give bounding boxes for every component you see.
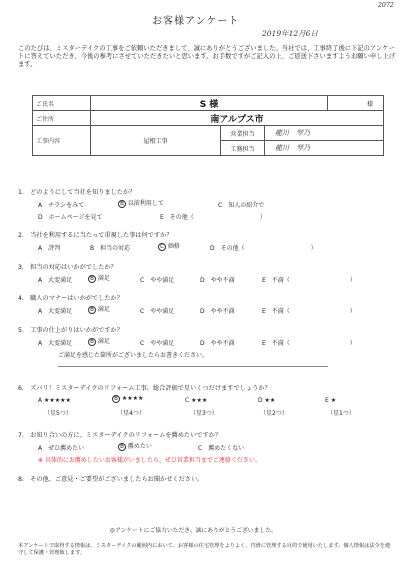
q5-option-d[interactable]: D やや不満 bbox=[200, 340, 235, 347]
q1-circled-letter: B bbox=[118, 200, 126, 208]
page-title: お客様アンケート bbox=[152, 16, 240, 27]
name-value: S 様 bbox=[91, 96, 328, 111]
construction-value: 龍川 琴乃 bbox=[265, 141, 384, 156]
q5-option-b[interactable]: B 満足 bbox=[88, 336, 110, 346]
q7-circled-letter: B bbox=[118, 443, 126, 451]
question-7: 7. お知り合いの方に、ミスターデイクのリフォームを薦めたいですか？ bbox=[18, 432, 222, 439]
q6-option-a[interactable]: A ★★★★★ bbox=[38, 397, 71, 404]
address-value: 南アルプス市 bbox=[91, 111, 384, 126]
q5-option-c[interactable]: C やや満足 bbox=[140, 340, 175, 347]
name-label: ご氏名 bbox=[33, 96, 91, 111]
sales-value: 龍川 琴乃 bbox=[265, 126, 384, 141]
construction-label: 工務担当 bbox=[221, 141, 265, 156]
q6-option-e[interactable]: E ★ bbox=[325, 397, 337, 404]
q4-option-a[interactable]: A 大変満足 bbox=[38, 308, 73, 315]
q2-option-c[interactable]: C 価格 bbox=[158, 241, 180, 251]
question-4: 4. 職人のマナーはいかがでしたか？ bbox=[18, 295, 123, 302]
q4-option-d[interactable]: D やや不満 bbox=[200, 308, 235, 315]
q1-option-b[interactable]: B 以前利用して bbox=[118, 198, 164, 208]
q5-circled-letter: B bbox=[88, 338, 96, 346]
q1-option-c[interactable]: C 知人の紹介で bbox=[218, 202, 265, 209]
thanks-text: ◎アンケートにご協力いただき、誠にありがとうございました。 bbox=[110, 528, 277, 534]
page-number: 2072 bbox=[378, 2, 394, 9]
q3-circled-letter: B bbox=[88, 275, 96, 283]
q3-option-c[interactable]: C やや満足 bbox=[140, 277, 175, 284]
q6-circled-letter: B bbox=[112, 395, 120, 403]
q5-answer-line bbox=[58, 366, 328, 367]
q6-count-c: （星3つ） bbox=[190, 410, 218, 417]
q3-option-a[interactable]: A 大変満足 bbox=[38, 277, 73, 284]
q3-option-e[interactable]: E 不満（ ） bbox=[262, 277, 356, 284]
q6-count-b: （星4つ） bbox=[117, 410, 145, 417]
q1-option-d[interactable]: D ホームページを見て bbox=[38, 214, 103, 221]
q5-option-a[interactable]: A 大変満足 bbox=[38, 340, 73, 347]
q6-count-d: （星2つ） bbox=[260, 410, 288, 417]
q2-option-b[interactable]: B 担当の対応 bbox=[90, 245, 131, 252]
q7-option-a[interactable]: A ぜひ薦めたい bbox=[38, 445, 85, 452]
q7-red-note: ※ 具体的にお薦めしたいお客様がいましたら、ぜひ営業担当までご連絡ください。 bbox=[38, 457, 261, 464]
q4-option-b[interactable]: B 満足 bbox=[88, 304, 110, 314]
q4-option-c[interactable]: C やや満足 bbox=[140, 308, 175, 315]
work-label: 工事内容 bbox=[33, 126, 91, 156]
question-1: 1. どのようにして当社を知りましたか？ bbox=[18, 189, 136, 196]
q2-option-d[interactable]: D その他（ ） bbox=[210, 245, 317, 252]
q6-option-d[interactable]: D ★★ bbox=[258, 397, 276, 404]
intro-text: このたびは、ミスターデイクの工事をご依頼いただきまして、誠にありがとうございました。当社では、工事終了後に下記のアンケートに答えていただき、今後の参考にさせていただきたいと思います。お手数ですがご記入の上、ご返送下さいますようお願い申し上げます。 bbox=[18, 45, 396, 69]
q3-option-d[interactable]: D やや不満 bbox=[200, 277, 235, 284]
q4-option-e[interactable]: E 不満（ ） bbox=[262, 308, 356, 315]
q7-option-b[interactable]: B 薦めたい bbox=[118, 441, 152, 451]
q2-option-a[interactable]: A 評判 bbox=[38, 245, 61, 252]
q6-count-a: （星5つ） bbox=[44, 410, 72, 417]
q4-circled-letter: B bbox=[88, 306, 96, 314]
question-8: 8. その他、ご意見・ご要望がございましたらお聞かせください。 bbox=[18, 476, 204, 483]
name-suffix: 様 bbox=[328, 96, 384, 111]
survey-date: 2019年12月6日 bbox=[262, 29, 318, 38]
question-6: 6. ズバリ！ミスターデイクのリフォーム工事、総合評価で星いくつだけますでしょうか？ bbox=[18, 385, 271, 392]
q6-option-c[interactable]: C ★★★ bbox=[185, 397, 208, 404]
q5-note: ご満足を感じた箇所がございましたらお書きください。 bbox=[58, 352, 209, 359]
address-label: ご住所 bbox=[33, 111, 91, 126]
sales-label: 営業担当 bbox=[221, 126, 265, 141]
work-value: 屋根工事 bbox=[91, 126, 221, 156]
q1-option-a[interactable]: A チラシをみて bbox=[38, 202, 85, 209]
question-5: 5. 工事の仕上がりはいかがですか？ bbox=[18, 327, 123, 334]
footer-privacy: 本アンケートで取得する情報は、ミスターデイクの範囲内において、お客様の住宅管理をよりよく、円滑に管理する目的で使用いたします。個人情報は法令を遵守して保護・管理致します。 bbox=[18, 543, 391, 556]
question-2: 2. 当社を利用するに当たって重視した事は何ですか？ bbox=[18, 232, 173, 239]
q3-option-b[interactable]: B 満足 bbox=[88, 273, 110, 283]
q1-option-e[interactable]: E その他（ ） bbox=[160, 214, 266, 221]
q6-option-b[interactable]: B ★★★★ bbox=[112, 395, 143, 403]
q5-option-e[interactable]: E 不満（ ） bbox=[262, 340, 356, 347]
q7-option-c[interactable]: C 薦めたくない bbox=[198, 445, 245, 452]
q2-circled-letter: C bbox=[158, 243, 166, 251]
q6-count-e: （星1つ） bbox=[327, 410, 355, 417]
customer-info-table bbox=[32, 95, 384, 156]
question-3: 3. 担当の対応はいかがでしたか？ bbox=[18, 264, 117, 271]
